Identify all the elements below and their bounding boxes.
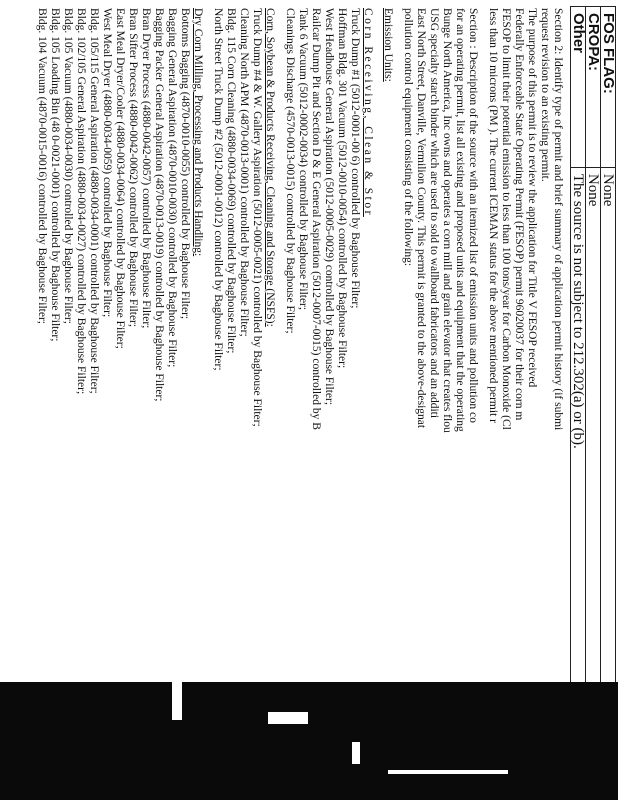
text-line: for an operating permit, list all existing and proposed units and equipment that the operating (454, 8, 466, 432)
emission-unit-item: East Meal Dryer/Cooler (4880-0034-0064) controlled by Baghouse Filter; (114, 8, 126, 349)
emission-unit-item: Truck Dump #4 & W. Gallery Aspiration (5012-0005-0021) controlled by Baghouse Filter; (251, 8, 263, 427)
emission-unit-item: Bran Dryer Process (4880-0042-0057) controlled by Baghouse Filter; (140, 8, 152, 329)
section-source-description (401, 8, 479, 794)
text-line: East North Street, Danville, Vermilion County. This permit is granted to the above-designat (415, 8, 427, 429)
flag-row (586, 7, 601, 796)
emission-unit-item: Railcar Dump Pit and Section D & E General Aspiration (5012-0007-0015) controlled by B (310, 8, 322, 430)
text-line: Federally Enforceable State Operating Permit (FESOP) permit 96020037 for their corn m (513, 8, 525, 421)
emission-unit-item: Tank 6 Vacuum (5012-0002-0034) controlled by Baghouse Filter; (297, 8, 309, 311)
document-body (35, 8, 564, 794)
flag-row (601, 7, 616, 796)
emission-unit-item: Bldg. 105 Vacuum (4880-0034-0030) controlled by Baghouse Filter; (62, 8, 74, 324)
corn-receiving-heading: Corn Receiving, Clean & Stor (362, 8, 374, 217)
corn-soy-heading: Corn, Soybean & Products Receiving, Cleaning and Storage (NSFS): (264, 8, 276, 327)
emission-unit-item: Bldg. 115 Corn Cleaning (4880-0034-0069) controlled by Baghouse Filter; (225, 8, 237, 354)
emission-unit-item: West Headhouse General Aspiration (5012-0005-0029) controlled by Baghouse Filter; (323, 8, 335, 406)
emission-unit-item: Cleaning North APM (4870-0013-0001) controlled by Baghouse Filter; (238, 8, 250, 337)
emission-unit-item: North Street Truck Dump #2 (5012-0001-0012) controlled by Baghouse Filter; (212, 8, 224, 371)
dry-milling-heading: Dry Corn Milling, Processing and Products Handling: (192, 8, 204, 257)
text-line: less than 10 microns (PM ). The current ICEMAN status for the above mentioned permit r (487, 8, 499, 423)
emission-unit-item: Bran Sifter Process (4880-0042-0062) controlled by Baghouse Filter; (127, 8, 139, 328)
flag-label: Other (571, 7, 586, 168)
emission-unit-item: Bldg. 105 Loading Bin (48 0-0021-0001) controlled by Baghouse Filter; (49, 8, 61, 342)
text-line: Bunge North America, Inc owns and operates a corn mill and grain elevator that creates flou (441, 8, 453, 433)
emission-unit-item: Cleanings Discharge (4570-0013-0015) controlled by Baghouse Filter; (284, 8, 296, 334)
flag-row (571, 7, 586, 796)
emission-units-heading: Emission Units: (382, 8, 394, 82)
text-line: FESOP to limit their potential emission to less than 100 tons/year for Carbon Monoxide (Cl (500, 8, 512, 430)
corn-receiving-list (283, 8, 361, 794)
emission-unit-item: Bldg. 102/105 General Aspiration (4880-0034-0027) controlled by Baghouse Filter; (75, 8, 87, 395)
section-2-summary (486, 8, 564, 794)
text-line: The purpose of this permit is to review the application for Title V FESOP received (526, 8, 538, 388)
scan-edge-black-bar (0, 682, 618, 800)
flag-value: None (586, 167, 601, 795)
emission-unit-item: Bagging Packer General Aspiration (4870-0013-0019) controlled by Baghouse Filter; (153, 8, 165, 402)
text-line: pollution control equipment consisting of the following: (402, 8, 414, 267)
flag-table (570, 6, 616, 796)
text-line: USG specialty starch binder which are used to sold to wallboard fabricators and an additi (428, 8, 440, 419)
text-line: Section : Description of the source with an itemized list of emission units and pollution co (467, 8, 479, 423)
emission-unit-item: Bldg. 105/115 General Aspiration (4880-0034-0001) controlled by Baghouse Filter; (88, 8, 100, 394)
text-line: Section 2: Identify type of permit and brief summary of application permit history (if submi (552, 8, 564, 431)
emission-unit-item: Bottoms Bagging (4870-0010-0055) controlled by Baghouse Filter; (179, 8, 191, 320)
flag-value: The source is not subject to 212.302(a) or (b). (571, 167, 586, 795)
flag-label: CROPA: (586, 7, 601, 168)
emission-unit-item: West Meal Dryer (4880-0034-0059) controlled by Baghouse Filter; (101, 8, 113, 318)
emission-unit-item: Bldg. 104 Vacuum (4870-0015-0016) controlled by Baghouse Filter; (36, 8, 48, 324)
dry-milling-list (35, 8, 191, 794)
corn-soy-list (211, 8, 263, 794)
emission-unit-item: Bagging General Aspiration (4870-0010-0030) controlled by Baghouse Filter; (166, 8, 178, 368)
emission-unit-item: Truck Dump #1 (5012-0001-00 6) controlled by Baghouse Filter; (349, 8, 361, 309)
flag-label: FOS FLAG: (601, 7, 616, 168)
text-line: request revision to an existing permit. (539, 8, 551, 182)
flag-value: None (601, 167, 616, 795)
emission-unit-item: Hoffman Bldg. 301 Vacuum (5012-0010-0054) controlled by Baghouse Filter; (336, 8, 348, 369)
